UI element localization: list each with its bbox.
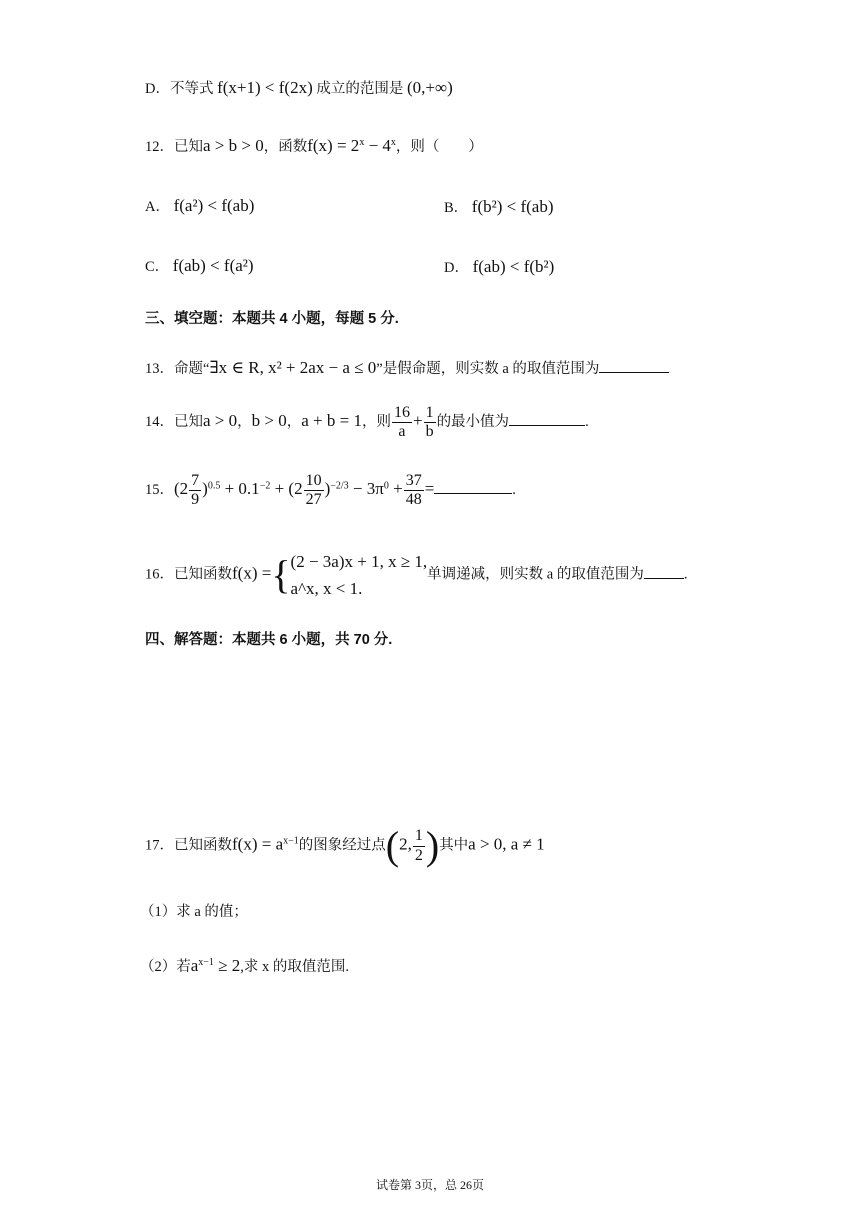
q16-piecewise-cases: (2 − 3a)x + 1, x ≥ 1, a^x, x < 1. xyxy=(290,552,428,599)
q17-part2: （2）若$a^{x-1} \ge 2$,求 x 的取值范围. xyxy=(140,956,350,975)
q12-stem: 12．已知a > b > 0，函数$f(x) = 2^x - 4^x$，则（ ） xyxy=(145,136,483,155)
q14: 14．已知a > 0，b > 0，a + b = 1，则 $\frac{16}{a}$ + $\frac{1}{b}$ 的最小值为 . xyxy=(145,404,589,441)
q12-option-a: A． f(a²) < f(ab) xyxy=(145,196,255,215)
page-footer: 试卷第 3页，总 26页 xyxy=(375,1178,484,1192)
q14-fraction-16-a: $\frac{16}{a}$ xyxy=(393,404,410,441)
q17-stem: 17．已知函数$f(x) = a^{x-1}$的图象经过点(2, $\frac{1}{2}$ )其中a > 0, a ≠ 1 xyxy=(145,823,545,868)
q17-part1: （1）求 a 的值； xyxy=(140,904,248,920)
q14-fraction-1-b: $\frac{1}{b}$ xyxy=(425,404,434,441)
section-4-heading: 四、解答题：本题共 6 小题，共 70 分. xyxy=(145,632,393,648)
q13: 13．命题“∃x ∈ R, x² + 2ax − a ≤ 0”是假命题，则实数 a 的取值范围为 xyxy=(145,358,669,378)
q12-option-c: C． f(ab) < f(a²) xyxy=(145,256,254,275)
q11-optd-range: (0,+∞) xyxy=(407,78,453,97)
q13-answer-blank xyxy=(599,360,669,373)
q15-fraction-37-48: $\frac{37}{48}$ xyxy=(405,472,422,509)
q11-option-d: D．不等式 f(x+1) < f(2x) 成立的范围是 (0,+∞) xyxy=(145,78,453,97)
q15-fraction-7-9: $\frac{7}{9}$ xyxy=(191,472,200,509)
q14-answer-blank xyxy=(509,413,585,426)
q15-fraction-10-27: $\frac{10}{27}$ xyxy=(305,472,322,509)
q12-option-d: D． f(ab) < f(b²) xyxy=(444,257,555,276)
q12-option-b: B． f(b²) < f(ab) xyxy=(444,197,554,216)
q17-fraction-1-2: $\frac{1}{2}$ xyxy=(414,827,423,864)
left-paren: ( xyxy=(385,823,400,868)
q16-answer-blank xyxy=(644,566,684,579)
q16: 16．已知函数f(x) ={ (2 − 3a)x + 1, x ≥ 1, a^x, x < 1. 单调递减，则实数 a 的取值范围为 . xyxy=(145,548,687,602)
section-3-heading: 三、填空题：本题共 4 小题，每题 5 分. xyxy=(145,311,399,327)
right-paren: ) xyxy=(425,823,440,868)
piecewise-brace: { xyxy=(271,552,291,598)
q15-answer-blank xyxy=(434,481,512,494)
q15: 15．(2 $\frac{7}{9}$ )$^{0.5} + 0.1^{-2} + (2$ $\frac{10}{27}$ )$^{-2/3} - 3\pi^0$ + $\frac{37}{48}$ = . xyxy=(145,472,516,509)
q11-optd-inequality: f(x+1) < f(2x) xyxy=(217,78,313,97)
